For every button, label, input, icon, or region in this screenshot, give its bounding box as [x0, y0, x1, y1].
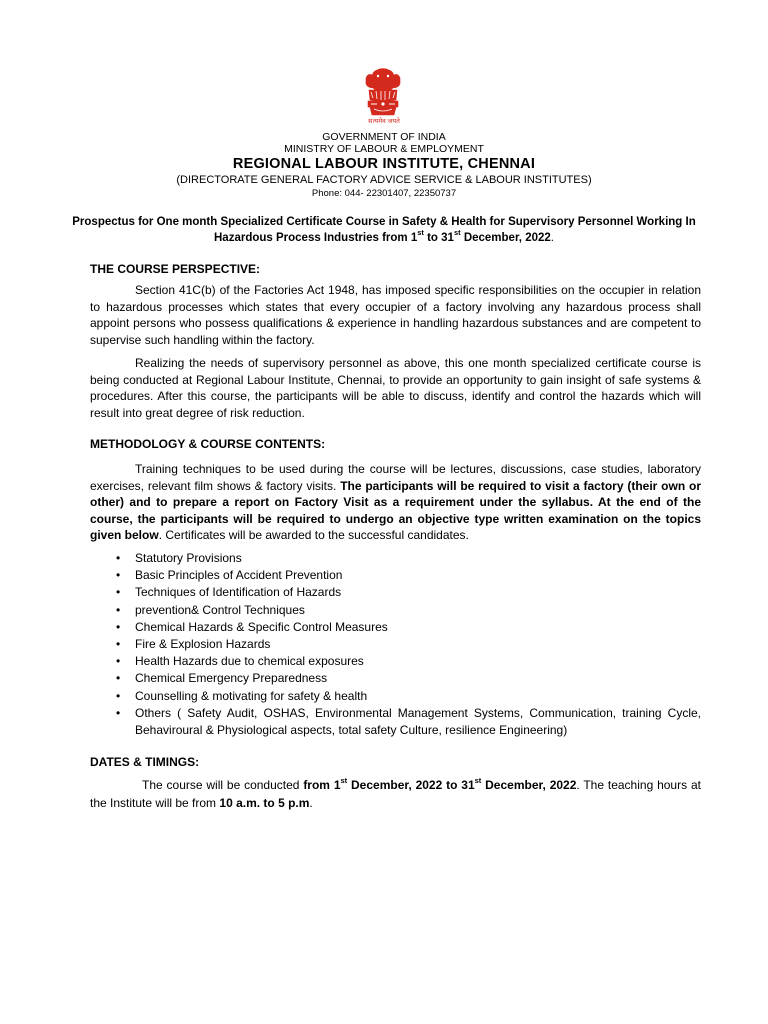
bullet-icon: •	[116, 585, 121, 600]
bullet-icon: •	[116, 688, 121, 703]
list-item	[90, 550, 701, 567]
bullet-icon: •	[116, 619, 121, 634]
prospectus-title	[70, 214, 698, 246]
methodology-text-bold: The participants will be required to visit a factory (their own or other) and to prepare a report on Factory Visit as a requirement under the syllabus. At the end of the course, the participants will be required to undergo an objective type written examination on the topics given below	[90, 478, 701, 543]
topic-text: Counselling & motivating for safety & health	[135, 688, 368, 703]
dates-sup-2: st	[474, 776, 482, 785]
perspective-paragraph-1: Section 41C(b) of the Factories Act 1948, has imposed specific responsibilities on the occupier in relation to hazardous processes which states that every occupier of a factory involving any hazardous process shall appoint persons who possess qualifications & experience in handling hazardous substances and are competent to supervise such handling within the factory.	[90, 283, 701, 347]
ministry-line: MINISTRY OF LABOUR & EMPLOYMENT	[284, 143, 484, 155]
methodology-text-1: Training techniques to be used during the course will be lectures, discussions, case studies, laboratory exercises, relevant film shows & factory visits.	[90, 462, 701, 493]
perspective-paragraph-2: Realizing the needs of supervisory personnel as above, this one month specialized certificate course is being conducted at Regional Labour Institute, Chennai, to provide an opportunity to gain insight of safe systems & procedures. After this course, the participants will be able to discuss, identify and control the hazards which will result into great degree of risk reduction.	[90, 356, 701, 420]
topic-text: Fire & Explosion Hazards	[135, 637, 271, 652]
dates-heading: DATES & TIMINGS:	[90, 755, 200, 769]
prospectus-text-b: to 31	[423, 232, 454, 244]
institute-title: REGIONAL LABOUR INSTITUTE, CHENNAI	[232, 156, 536, 172]
bullet-icon: •	[116, 637, 121, 652]
methodology-text-2: . Certificates will be awarded to the successful candidates.	[158, 528, 469, 543]
dates-text-2: . The teaching hours at the Institute will be from	[90, 778, 701, 810]
topic-text: Statutory Provisions	[135, 551, 242, 565]
directorate-line: (DIRECTORATE GENERAL FACTORY ADVICE SERVICE & LABOUR INSTITUTES)	[176, 174, 592, 186]
topic-text: Chemical Hazards & Specific Control Measures	[135, 619, 388, 634]
methodology-paragraph	[90, 461, 701, 544]
prospectus-sup-1: st	[417, 228, 424, 238]
prospectus-sup-2: st	[453, 228, 461, 238]
prospectus-text-a: Prospectus for One month Specialized Certificate Course in Safety & Health for Supervisory Personnel Working In Hazardous Process Industries from 1	[72, 216, 696, 244]
list-item	[90, 567, 701, 584]
topics-list	[90, 550, 701, 739]
bullet-icon: •	[116, 551, 121, 565]
list-item	[90, 619, 701, 636]
dates-bold-4: 10 a.m. to 5 p.m	[219, 795, 310, 810]
topic-text: Others ( Safety Audit, OSHAS, Environmental Management Systems, Communication, training Cycle, Behaviroural & Physiological aspects, total safety Culture, resilience Engineering)	[135, 705, 701, 738]
methodology-heading: METHODOLOGY & COURSE CONTENTS:	[90, 437, 326, 451]
list-item	[90, 653, 701, 670]
bullet-icon: •	[116, 602, 121, 617]
bullet-icon: •	[116, 568, 121, 583]
topic-text: Techniques of Identification of Hazards	[135, 585, 342, 600]
prospectus-text-c: December, 2022	[460, 232, 551, 244]
dates-bold-1: from 1	[303, 778, 341, 792]
bullet-icon: •	[116, 705, 121, 720]
bullet-icon: •	[116, 671, 121, 686]
topic-text: prevention& Control Techniques	[135, 602, 305, 617]
government-line: GOVERNMENT OF INDIA	[322, 131, 446, 143]
prospectus-text-d: .	[550, 232, 554, 244]
emblem-caption: सत्यमेव जयते	[368, 118, 400, 125]
list-item	[90, 584, 701, 601]
list-item	[90, 602, 701, 619]
topic-text: Health Hazards due to chemical exposures	[135, 654, 364, 669]
list-item	[90, 670, 701, 687]
list-item	[90, 636, 701, 653]
bullet-icon: •	[116, 654, 121, 669]
dates-text-1: The course will be conducted	[142, 778, 304, 792]
dates-paragraph	[90, 777, 701, 812]
dates-bold-3: December, 2022	[481, 778, 577, 792]
dates-text-3: .	[309, 795, 313, 810]
perspective-heading: THE COURSE PERSPECTIVE:	[90, 262, 261, 276]
topic-text: Chemical Emergency Preparedness	[135, 671, 328, 686]
phone-line: Phone: 044- 22301407, 22350737	[311, 188, 457, 199]
dates-sup-1: st	[340, 776, 348, 785]
list-item	[90, 688, 701, 705]
dates-bold-2: December, 2022 to 31	[347, 778, 475, 792]
list-item	[90, 705, 701, 739]
topic-text: Basic Principles of Accident Prevention	[135, 568, 343, 583]
